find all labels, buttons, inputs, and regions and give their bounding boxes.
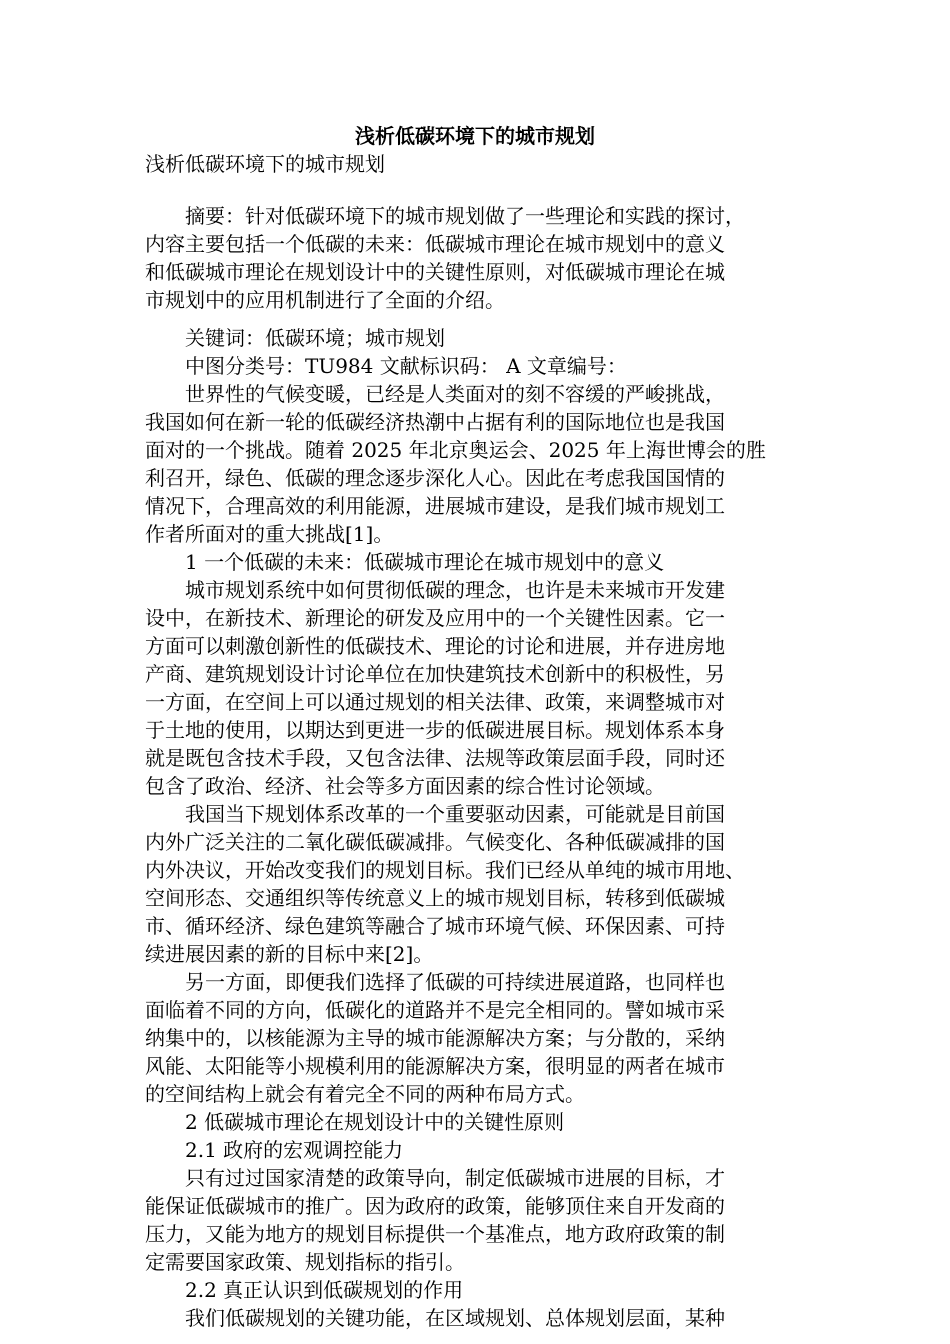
body-line: 空间形态、交通组织等传统意义上的城市规划目标，转移到低碳城 (145, 886, 725, 910)
body-line: 2.2 真正认识到低碳规划的作用 (145, 1278, 464, 1302)
body-line: 风能、太阳能等小规模利用的能源解决方案，很明显的两者在城市 (145, 1054, 725, 1078)
body-line: 的空间结构上就会有着完全不同的两种布局方式。 (145, 1082, 585, 1106)
body-line: 压力，又能为地方的规划目标提供一个基准点，地方政府政策的制 (145, 1222, 725, 1246)
body-line: 就是既包含技术手段，又包含法律、法规等政策层面手段，同时还 (145, 746, 725, 770)
body-line: 市规划中的应用机制进行了全面的介绍。 (145, 288, 505, 312)
body-line: 方面可以刺激创新性的低碳技术、理论的讨论和进展，并存进房地 (145, 634, 725, 658)
body-line: 定需要国家政策、规划指标的指引。 (145, 1250, 465, 1274)
body-line: 内外决议，开始改变我们的规划目标。我们已经从单纯的城市用地、 (145, 858, 745, 882)
body-line: 续进展因素的新的目标中来[2]。 (145, 942, 434, 966)
body-line: 只有过过国家清楚的政策导向，制定低碳城市进展的目标，才 (145, 1166, 725, 1190)
body-line: 1 一个低碳的未来：低碳城市理论在城市规划中的意义 (145, 550, 665, 574)
body-line: 关键词：低碳环境；城市规划 (145, 326, 445, 350)
body-line: 产商、建筑规划设计讨论单位在加快建筑技术创新中的积极性，另 (145, 662, 725, 686)
body-line: 市、循环经济、绿色建筑等融合了城市环境气候、环保因素、可持 (145, 914, 725, 938)
body-line: 我国当下规划体系改革的一个重要驱动因素，可能就是目前国 (145, 802, 725, 826)
body-line: 浅析低碳环境下的城市规划 (145, 152, 385, 176)
body-line: 包含了政治、经济、社会等多方面因素的综合性讨论领域。 (145, 774, 665, 798)
body-line: 另一方面，即便我们选择了低碳的可持续进展道路，也同样也 (145, 970, 725, 994)
body-line: 内容主要包括一个低碳的未来：低碳城市理论在城市规划中的意义 (145, 232, 725, 256)
body-line: 和低碳城市理论在规划设计中的关键性原则，对低碳城市理论在城 (145, 260, 725, 284)
body-line: 摘要：针对低碳环境下的城市规划做了一些理论和实践的探讨， (145, 204, 745, 228)
body-line: 情况下，合理高效的利用能源，进展城市建设，是我们城市规划工 (145, 494, 725, 518)
body-line: 设中，在新技术、新理论的研发及应用中的一个关键性因素。它一 (145, 606, 725, 630)
body-line: 于土地的使用，以期达到更进一步的低碳进展目标。规划体系本身 (145, 718, 725, 742)
body-line: 内外广泛关注的二氧化碳低碳减排。气候变化、各种低碳减排的国 (145, 830, 725, 854)
body-line: 我们低碳规划的关键功能，在区域规划、总体规划层面，某种 (145, 1306, 725, 1330)
body-line: 一方面，在空间上可以通过规划的相关法律、政策，来调整城市对 (145, 690, 725, 714)
body-line: 我国如何在新一轮的低碳经济热潮中占据有利的国际地位也是我国 (145, 410, 725, 434)
body-line: 2.1 政府的宏观调控能力 (145, 1138, 404, 1162)
body-line: 能保证低碳城市的推广。因为政府的政策，能够顶住来自开发商的 (145, 1194, 725, 1218)
body-line: 面临着不同的方向，低碳化的道路并不是完全相同的。譬如城市采 (145, 998, 725, 1022)
body-line: 利召开，绿色、低碳的理念逐步深化人心。因此在考虑我国国情的 (145, 466, 725, 490)
body-line: 中图分类号：TU984 文献标识码： A 文章编号： (145, 354, 627, 378)
body-line: 作者所面对的重大挑战[1]。 (145, 522, 394, 546)
document-title: 浅析低碳环境下的城市规划 (355, 124, 595, 148)
body-line: 世界性的气候变暖，已经是人类面对的刻不容缓的严峻挑战， (145, 382, 725, 406)
body-line: 城市规划系统中如何贯彻低碳的理念，也许是未来城市开发建 (145, 578, 725, 602)
body-line: 面对的一个挑战。随着 2025 年北京奥运会、2025 年上海世博会的胜 (145, 438, 766, 462)
body-line: 纳集中的，以核能源为主导的城市能源解决方案；与分散的，采纳 (145, 1026, 725, 1050)
body-line: 2 低碳城市理论在规划设计中的关键性原则 (145, 1110, 565, 1134)
